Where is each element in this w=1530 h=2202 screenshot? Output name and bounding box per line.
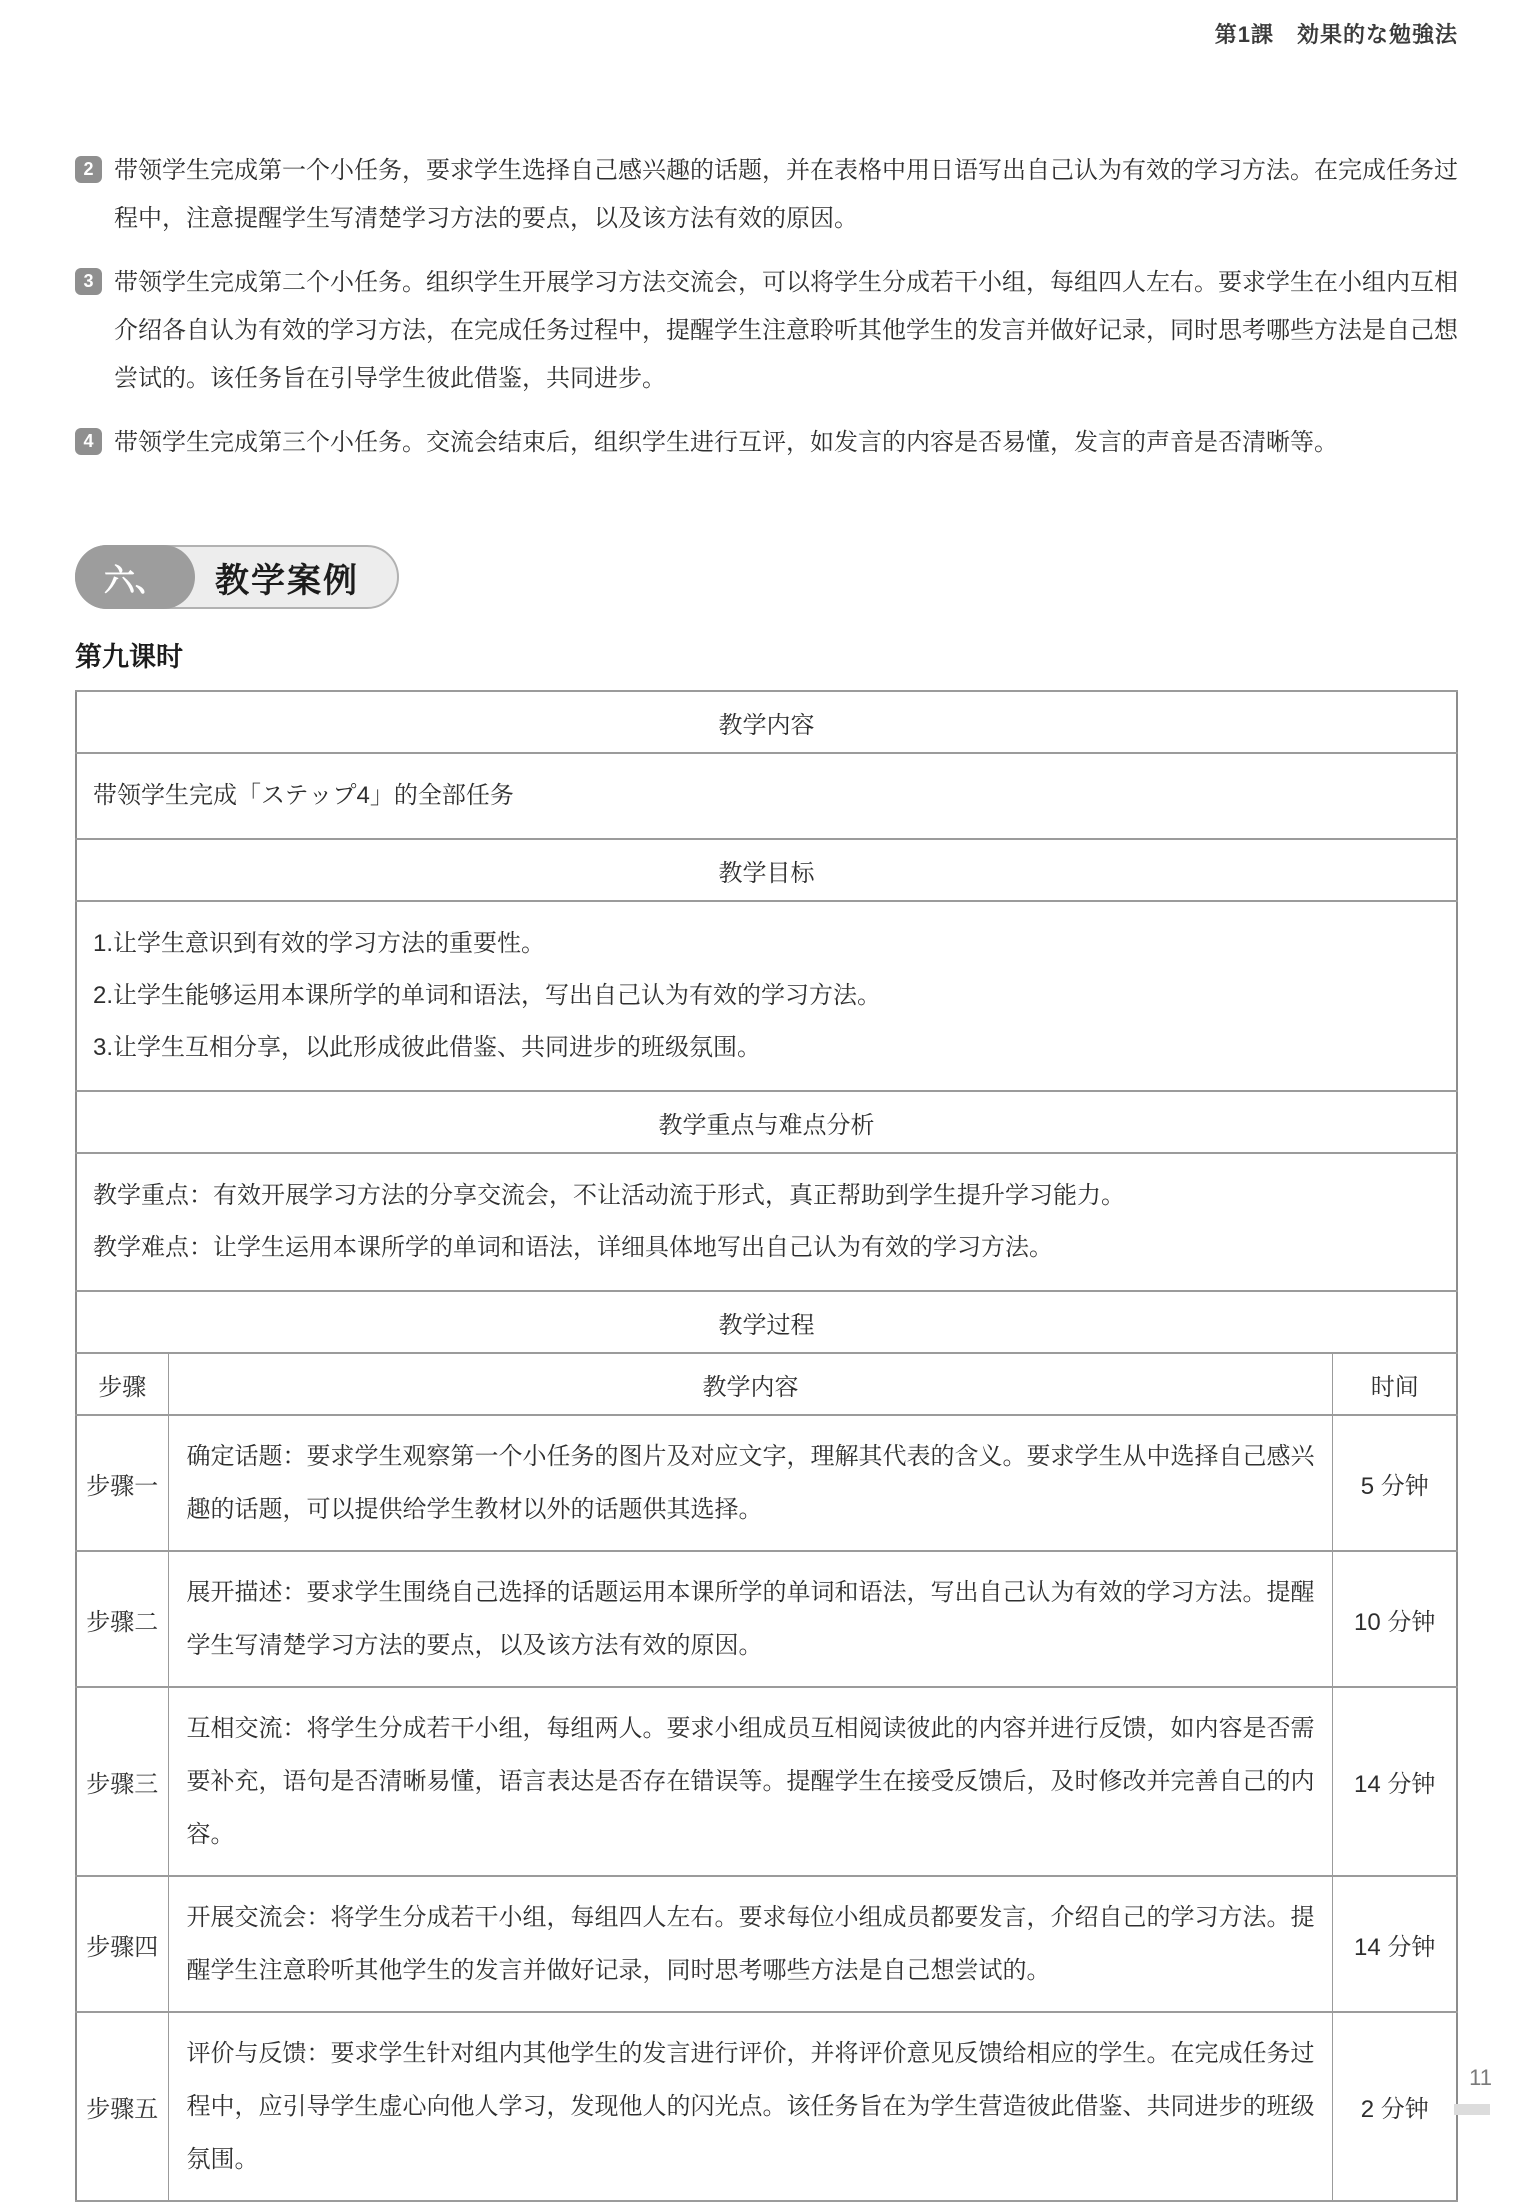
table-row	[76, 1291, 1457, 1353]
page-header-title: 第1課 効果的な勉強法	[1214, 22, 1458, 47]
analysis-line: 教学重点：有效开展学习方法的分享交流会，不让活动流于形式，真正帮助到学生提升学习能力。	[93, 1182, 1125, 1209]
step-time: 14 分钟	[1333, 1687, 1457, 1876]
task-list	[75, 147, 1458, 467]
task-number-badge: 2	[75, 156, 102, 183]
step-time: 14 分钟	[1333, 1876, 1457, 2012]
step-row	[76, 1687, 1457, 1876]
objectives-cell	[76, 901, 1457, 1091]
table-row	[76, 753, 1457, 839]
footer-decoration-bar	[1454, 2104, 1490, 2115]
content-text-cell: 带领学生完成「ステップ4」的全部任务	[76, 753, 1457, 839]
step-content: 开展交流会：将学生分成若干小组，每组四人左右。要求每位小组成员都要发言，介绍自己的学习方法。提醒学生注意聆听其他学生的发言并做好记录，同时思考哪些方法是自己想尝试的。	[168, 1876, 1333, 2012]
step-row	[76, 1876, 1457, 2012]
section-heading-pill	[75, 545, 399, 609]
task-item	[75, 147, 1458, 243]
task-item	[75, 259, 1458, 403]
column-header-step: 步骤	[76, 1353, 168, 1415]
step-label: 步骤二	[76, 1551, 168, 1687]
lesson-subtitle: 第九课时	[75, 642, 183, 672]
analysis-cell	[76, 1153, 1457, 1291]
step-time: 10 分钟	[1333, 1551, 1457, 1687]
step-time: 5 分钟	[1333, 1415, 1457, 1551]
table-row	[76, 691, 1457, 753]
step-time: 2 分钟	[1333, 2012, 1457, 2201]
task-item-text: 带领学生完成第三个小任务。交流会结束后，组织学生进行互评，如发言的内容是否易懂，发言的声音是否清晰等。	[114, 429, 1338, 456]
content-section-header: 教学内容	[76, 691, 1457, 753]
objective-line: 3.让学生互相分享，以此形成彼此借鉴、共同进步的班级氛围。	[93, 1034, 762, 1061]
table-row	[76, 1153, 1457, 1291]
column-header-content: 教学内容	[168, 1353, 1333, 1415]
section-title: 教学案例	[75, 545, 399, 609]
column-header-time: 时间	[1333, 1353, 1457, 1415]
step-content: 互相交流：将学生分成若干小组，每组两人。要求小组成员互相阅读彼此的内容并进行反馈，如内容是否需要补充，语句是否清晰易懂，语言表达是否存在错误等。提醒学生在接受反馈后，及时修改并完善自己的内容。	[168, 1687, 1333, 1876]
task-number-badge: 3	[75, 268, 102, 295]
step-row	[76, 1551, 1457, 1687]
process-header-row	[76, 1353, 1457, 1415]
lesson-plan-table	[75, 690, 1458, 2202]
step-label: 步骤五	[76, 2012, 168, 2201]
table-row	[76, 1091, 1457, 1153]
objective-line: 2.让学生能够运用本课所学的单词和语法，写出自己认为有效的学习方法。	[93, 982, 882, 1009]
task-item-text: 带领学生完成第一个小任务，要求学生选择自己感兴趣的话题，并在表格中用日语写出自己认为有效的学习方法。在完成任务过程中，注意提醒学生写清楚学习方法的要点，以及该方法有效的原因。	[114, 157, 1458, 232]
step-content: 展开描述：要求学生围绕自己选择的话题运用本课所学的单词和语法，写出自己认为有效的学习方法。提醒学生写清楚学习方法的要点，以及该方法有效的原因。	[168, 1551, 1333, 1687]
table-row	[76, 901, 1457, 1091]
step-row	[76, 2012, 1457, 2201]
section-number-badge: 六、	[75, 545, 195, 609]
task-number-badge: 4	[75, 428, 102, 455]
step-content: 评价与反馈：要求学生针对组内其他学生的发言进行评价，并将评价意见反馈给相应的学生。在完成任务过程中，应引导学生虚心向他人学习，发现他人的闪光点。该任务旨在为学生营造彼此借鉴、共同进步的班级氛围。	[168, 2012, 1333, 2201]
step-label: 步骤一	[76, 1415, 168, 1551]
process-section-header: 教学过程	[76, 1291, 1457, 1353]
analysis-line: 教学难点：让学生运用本课所学的单词和语法，详细具体地写出自己认为有效的学习方法。	[93, 1234, 1053, 1261]
step-label: 步骤四	[76, 1876, 168, 2012]
step-label: 步骤三	[76, 1687, 168, 1876]
step-content: 确定话题：要求学生观察第一个小任务的图片及对应文字，理解其代表的含义。要求学生从中选择自己感兴趣的话题，可以提供给学生教材以外的话题供其选择。	[168, 1415, 1333, 1551]
step-row	[76, 1415, 1457, 1551]
task-item	[75, 419, 1458, 467]
objective-line: 1.让学生意识到有效的学习方法的重要性。	[93, 930, 546, 957]
task-item-text: 带领学生完成第二个小任务。组织学生开展学习方法交流会，可以将学生分成若干小组，每组四人左右。要求学生在小组内互相介绍各自认为有效的学习方法，在完成任务过程中，提醒学生注意聆听其他学生的发言并做好记录，同时思考哪些方法是自己想尝试的。该任务旨在引导学生彼此借鉴，共同进步。	[114, 269, 1458, 392]
analysis-section-header: 教学重点与难点分析	[76, 1091, 1457, 1153]
table-row	[76, 839, 1457, 901]
objectives-section-header: 教学目标	[76, 839, 1457, 901]
page-number: 11	[1469, 2065, 1492, 2090]
